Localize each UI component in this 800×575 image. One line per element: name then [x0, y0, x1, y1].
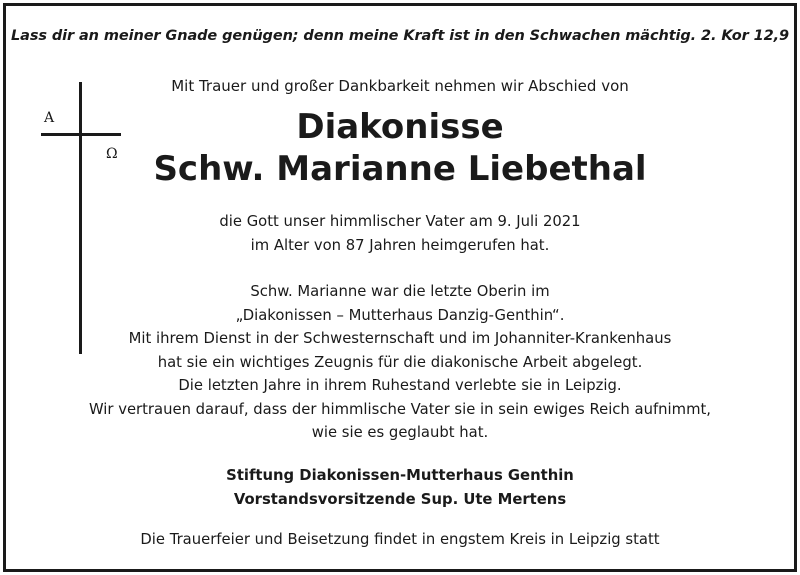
body-line: Wir vertrauen darauf, dass der himmlische Vater sie in sein ewiges Reich aufnimmt, — [88, 400, 711, 418]
obituary-frame — [3, 3, 797, 572]
body-line: Schw. Marianne war die letzte Oberin im — [250, 283, 550, 300]
bible-verse: Lass dir an meiner Gnade genügen; denn meine Kraft ist in den Schwachen mächtig. 2. Kor 12,9 — [11, 28, 789, 44]
title-diakonisse: Diakonisse — [296, 107, 504, 147]
omega-letter: Ω — [106, 146, 118, 162]
body-line: Mit ihrem Dienst in der Schwesternschaft und im Johanniter-Krankenhaus — [128, 330, 672, 347]
body-line: im Alter von 87 Jahren heimgerufen hat. — [250, 236, 550, 254]
intro-line: Mit Trauer und großer Dankbarkeit nehmen wir Abschied von — [171, 77, 629, 95]
body-line: Die letzten Jahre in ihrem Ruhestand verlebte sie in Leipzig. — [178, 377, 622, 394]
signature-block — [6, 464, 794, 511]
body-line: hat sie ein wichtiges Zeugnis für die diakonische Arbeit abgelegt. — [157, 353, 643, 371]
signature-organization: Stiftung Diakonissen-Mutterhaus Genthin — [226, 467, 574, 484]
closing-note: Die Trauerfeier und Beisetzung findet in engstem Kreis in Leipzig statt — [140, 531, 660, 548]
alpha-letter: A — [44, 110, 55, 126]
body-line: die Gott unser himmlischer Vater am 9. Juli 2021 — [219, 213, 581, 230]
body-line: „Diakonissen – Mutterhaus Danzig-Genthin“. — [235, 306, 565, 324]
body-text — [6, 210, 794, 445]
signature-person: Vorstandsvorsitzende Sup. Ute Mertens — [233, 490, 567, 508]
title-name: Schw. Marianne Liebethal — [153, 149, 647, 189]
body-line: wie sie es geglaubt hat. — [311, 424, 489, 441]
